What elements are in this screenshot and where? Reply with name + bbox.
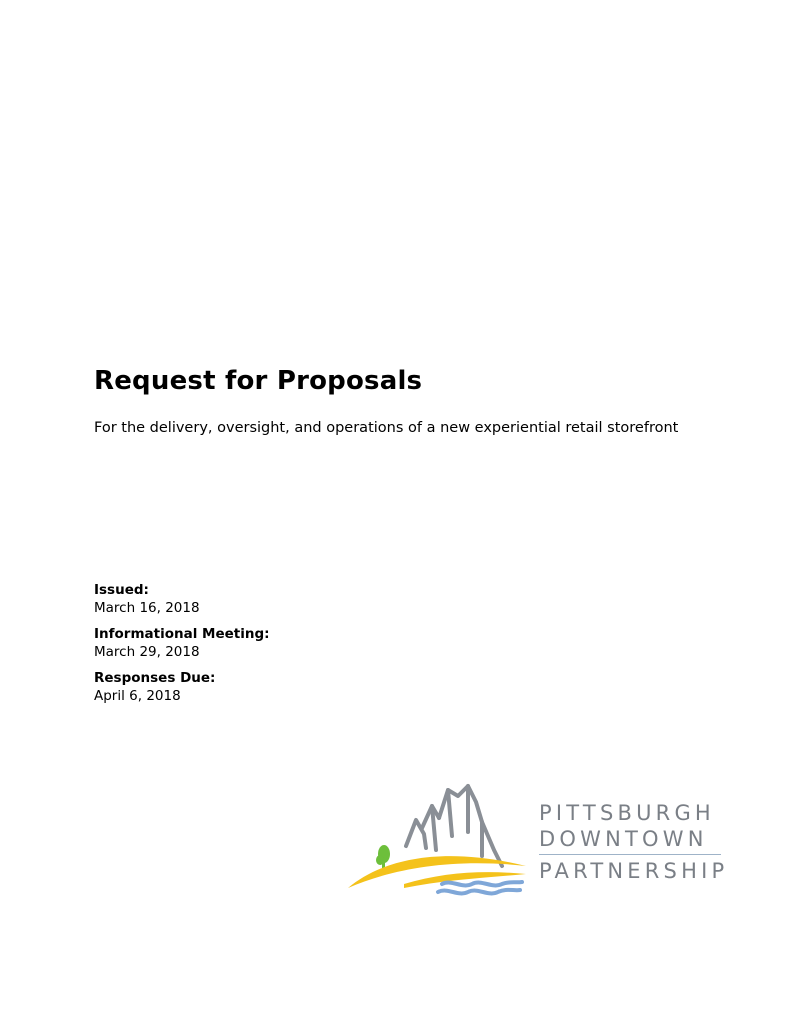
due-value: April 6, 2018 bbox=[94, 688, 181, 704]
meeting-date-group bbox=[94, 625, 494, 661]
document-subtitle: For the delivery, oversight, and operations of a new experiential retail storefront bbox=[94, 420, 679, 436]
meeting-value: March 29, 2018 bbox=[94, 644, 200, 660]
logo-divider bbox=[539, 854, 721, 855]
due-date-group bbox=[94, 669, 494, 705]
issued-value: March 16, 2018 bbox=[94, 600, 200, 616]
meeting-label: Informational Meeting: bbox=[94, 626, 270, 642]
pdp-logo-wordmark bbox=[539, 800, 729, 884]
skyline-icon bbox=[406, 786, 502, 866]
due-label: Responses Due: bbox=[94, 670, 216, 686]
issued-date-group bbox=[94, 581, 494, 617]
key-dates bbox=[94, 581, 494, 713]
pdp-logo-mark-icon bbox=[344, 776, 529, 901]
logo-line-partnership: PARTNERSHIP bbox=[539, 859, 729, 883]
water-waves-icon bbox=[438, 882, 522, 893]
document-title: Request for Proposals bbox=[94, 366, 423, 396]
issued-label: Issued: bbox=[94, 582, 149, 598]
logo-line-pittsburgh: PITTSBURGH bbox=[539, 801, 715, 825]
logo-line-downtown: DOWNTOWN bbox=[539, 827, 708, 851]
